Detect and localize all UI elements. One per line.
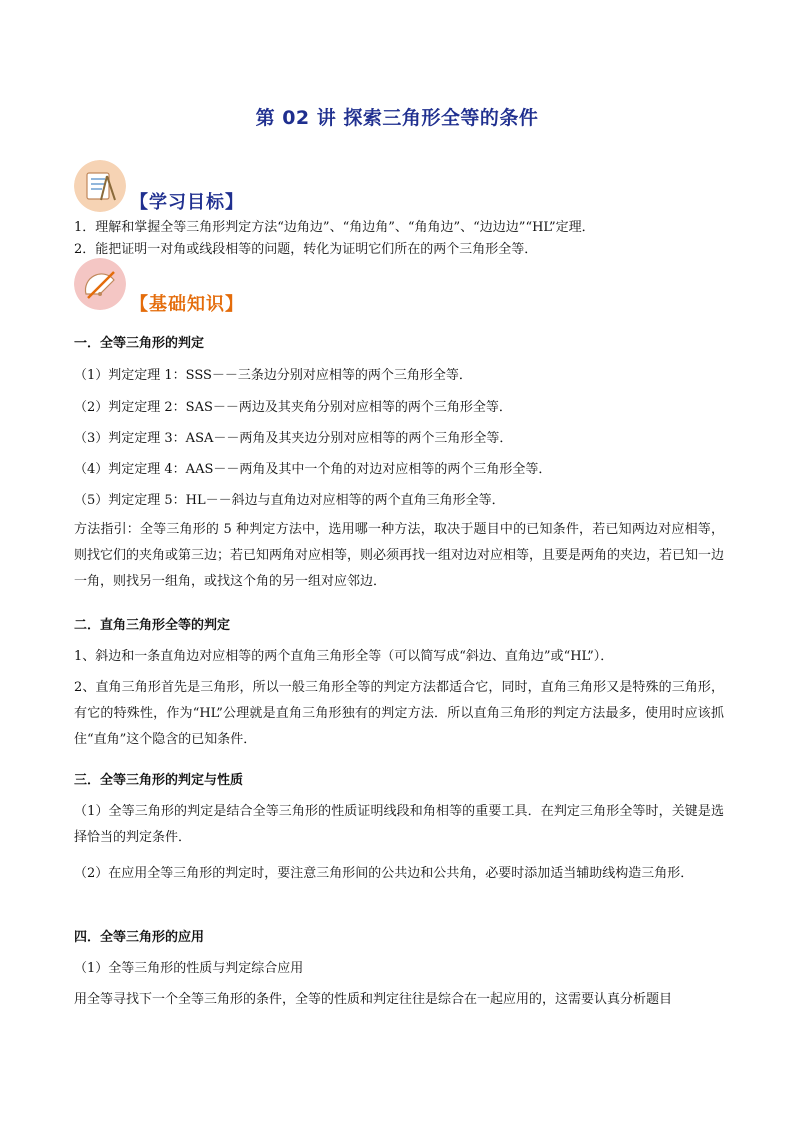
s2-p2: 2、直角三角形首先是三角形，所以一般三角形全等的判定方法都适合它，同时，直角三角形又是特殊的三角形，有它的特殊性，作为“HL”公理就是直角三角形独有的判定方法．所以直角三角形的判定方法最多，使用时应该抓住“直角”这个隐含的已知条件． xyxy=(74,680,724,747)
s1-item-1: （1）判定定理 1：SSS－－三条边分别对应相等的两个三角形全等． xyxy=(74,368,472,383)
s1-heading: 一．全等三角形的判定 xyxy=(74,336,205,351)
s1-item-3: （3）判定定理 3：ASA－－两角及其夹边分别对应相等的两个三角形全等． xyxy=(74,431,513,446)
s1-item-2: （2）判定定理 2：SAS－－两边及其夹角分别对应相等的两个三角形全等． xyxy=(74,400,512,415)
goal-item-2: 2．能把证明一对角或线段相等的问题，转化为证明它们所在的两个三角形全等． xyxy=(74,242,538,257)
goal-item-1: 1．理解和掌握全等三角形判定方法“边角边”、“角边角”、“角角边”、“边边边”“HL”定理． xyxy=(74,220,595,235)
s3-heading: 三．全等三角形的判定与性质 xyxy=(74,773,244,788)
s1-method: 方法指引：全等三角形的 5 种判定方法中，选用哪一种方法，取决于题目中的已知条件，若已知两边对应相等，则找它们的夹角或第三边；若已知两角对应相等，则必须再找一组对边对应相等，且要是两角的夹边，若已知一边一角，则找另一组角，或找这个角的另一组对应邻边． xyxy=(74,522,725,589)
notebook-icon xyxy=(74,160,126,212)
page-title: 第 02 讲 探索三角形全等的条件 xyxy=(255,107,539,129)
s2-heading: 二．直角三角形全等的判定 xyxy=(74,618,231,633)
s1-item-4: （4）判定定理 4：AAS－－两角及其中一个角的对边对应相等的两个三角形全等． xyxy=(74,462,552,477)
basics-header xyxy=(74,258,474,314)
s1-item-5: （5）判定定理 5：HL－－斜边与直角边对应相等的两个直角三角形全等． xyxy=(74,493,505,508)
goals-header-label: 【学习目标】 xyxy=(130,192,244,213)
s3-p2: （2）在应用全等三角形的判定时，要注意三角形间的公共边和公共角，必要时添加适当辅助线构造三角形． xyxy=(74,866,694,881)
s4-p2: 用全等寻找下一个全等三角形的条件，全等的性质和判定往往是综合在一起应用的，这需要认真分析题目 xyxy=(74,992,673,1007)
s3-p1: （1）全等三角形的判定是结合全等三角形的性质证明线段和角相等的重要工具．在判定三角形全等时，关键是选择恰当的判定条件． xyxy=(74,804,724,845)
s4-p1: （1）全等三角形的性质与判定综合应用 xyxy=(74,961,304,976)
goals-header xyxy=(74,160,474,216)
s2-p1: 1、斜边和一条直角边对应相等的两个直角三角形全等（可以简写成“斜边、直角边”或“HL”）． xyxy=(74,649,614,664)
s4-heading: 四．全等三角形的应用 xyxy=(74,930,205,945)
basics-header-label: 【基础知识】 xyxy=(130,294,244,315)
protractor-icon xyxy=(74,258,126,310)
